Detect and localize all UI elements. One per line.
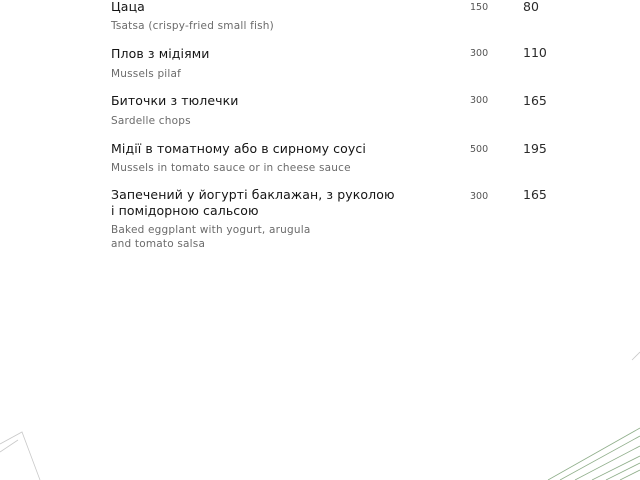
dish-name: Запечений у йогурті баклажан, з руколою і помідорною сальсою [111, 187, 395, 218]
dish-description: Mussels in tomato sauce or in cheese sauce [111, 162, 351, 174]
dish-price: 80 [523, 0, 539, 14]
dish-description: Sardelle chops [111, 115, 191, 127]
dish-weight: 300 [470, 48, 489, 59]
bottom-left-corner-lines [0, 432, 40, 480]
leaf-line [632, 352, 640, 360]
leaf-line [575, 446, 640, 480]
dish-description: Mussels pilaf [111, 68, 182, 80]
corner-line [0, 432, 40, 480]
dish-description: Tsatsa (crispy-fried small fish) [111, 20, 274, 32]
dish-weight: 500 [470, 144, 489, 155]
corner-line [0, 440, 18, 452]
leaf-line [620, 470, 640, 480]
dish-weight: 150 [470, 2, 489, 13]
dish-price: 195 [523, 141, 547, 156]
dish-price: 165 [523, 187, 547, 202]
leaf-line [560, 436, 640, 480]
dish-price: 110 [523, 45, 547, 60]
dish-name: Мідії в томатному або в сирному соусі [111, 141, 366, 156]
dish-price: 165 [523, 93, 547, 108]
dish-name: Биточки з тюлечки [111, 93, 239, 108]
leaf-line [548, 428, 640, 480]
dish-name: Цаца [111, 0, 145, 14]
leaf-line [592, 456, 640, 480]
leaf-line [606, 463, 640, 480]
dish-weight: 300 [470, 191, 489, 202]
bottom-right-leaf-lines [548, 352, 640, 480]
dish-description: Baked eggplant with yogurt, arugula and tomato salsa [111, 224, 311, 250]
dish-name: Плов з мідіями [111, 46, 210, 61]
dish-weight: 300 [470, 95, 489, 106]
